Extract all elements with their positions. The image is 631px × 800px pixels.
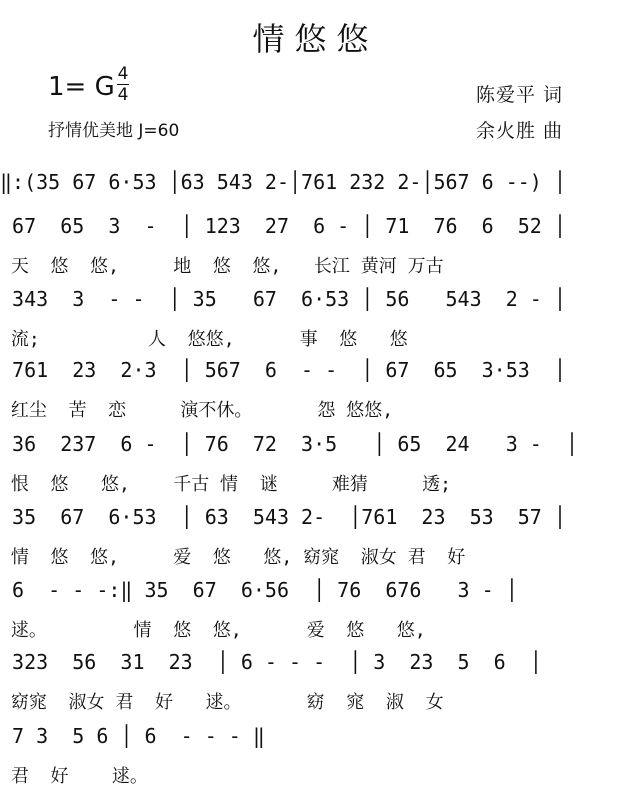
- notation-line: 35 67 6·53 │ 63 543 2- │761 23 53 57 │: [0, 505, 566, 529]
- time-signature: [116, 64, 130, 105]
- lyrics-line: 窈窕 淑女 君 好 逑。 窈 窕 淑 女: [0, 692, 444, 713]
- notation-line: 323 56 31 23 │ 6 - - - │ 3 23 5 6 │: [0, 650, 542, 674]
- time-signature-top: 4: [117, 64, 129, 84]
- lyrics-line: 情 悠 悠, 爱 悠 悠, 窈窕 淑女 君 好: [0, 547, 466, 568]
- notation-line: 761 23 2·3 │ 567 6 - - │ 67 65 3·53 │: [0, 358, 566, 382]
- score-system: [0, 724, 631, 800]
- notation-line: ‖:(35 67 6·53 │63 543 2-│761 232 2-│567 6 --) │: [0, 170, 566, 194]
- lyrics-line: 天 悠 悠, 地 悠 悠, 长江 黄河 万古: [0, 256, 444, 277]
- notation-line: 343 3 - - │ 35 67 6·53 │ 56 543 2 - │: [0, 287, 566, 311]
- lyrics-line: 逑。 情 悠 悠, 爱 悠 悠,: [0, 620, 426, 641]
- time-signature-bottom: 4: [117, 85, 129, 105]
- notation-line: 7 3 5 6 │ 6 - - - ‖: [0, 724, 265, 748]
- score-system: [0, 287, 631, 363]
- score-system: [0, 432, 631, 508]
- score-system: [0, 505, 631, 581]
- lyrics-line: 红尘 苦 恋 演不休。 怨 悠悠,: [0, 400, 394, 421]
- notation-line: 6 - - -:‖ 35 67 6·56 │ 76 676 3 - │: [0, 578, 518, 602]
- notation-line: 67 65 3 - │ 123 27 6 - │ 71 76 6 52 │: [0, 214, 566, 238]
- tempo-marking: 抒情优美地 J=60: [48, 121, 180, 141]
- song-title: 情悠悠: [252, 20, 379, 58]
- score-system: [0, 650, 631, 726]
- score-system: [0, 214, 631, 290]
- notation-line: 36 237 6 - │ 76 72 3·5 │ 65 24 3 - │: [0, 432, 578, 456]
- composer-credit: 余火胜 曲: [476, 120, 564, 142]
- score-system: [0, 358, 631, 434]
- lyricist-credit: 陈爱平 词: [476, 84, 564, 106]
- lyrics-line: 君 好 逑。: [0, 766, 148, 787]
- lyrics-line: 流; 人 悠悠, 事 悠 悠: [0, 329, 408, 350]
- lyrics-line: 恨 悠 悠, 千古 情 谜 难猜 透;: [0, 474, 451, 495]
- score-system: [0, 578, 631, 654]
- key-signature: 1= G: [48, 72, 115, 102]
